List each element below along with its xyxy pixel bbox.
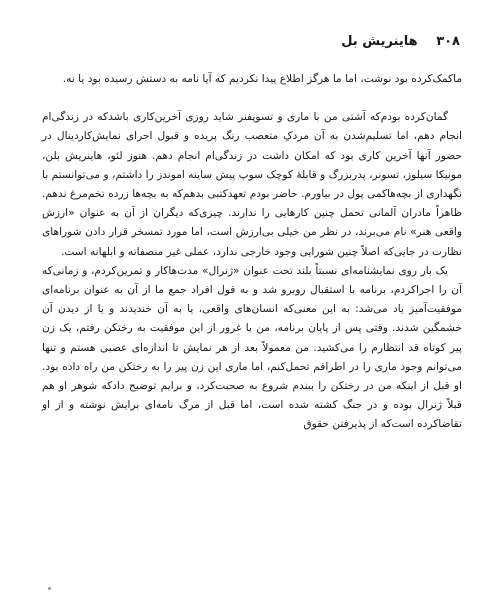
running-header bbox=[341, 34, 460, 49]
page-speck bbox=[48, 587, 51, 590]
body-text bbox=[42, 70, 462, 435]
paragraph: یک بار روی نمایشنامه‌ای نسبتاً بلند تحت عنوان «ژنرال» مدت‌ها‌کار و تمرین‌کردم، و زمانی‌که آن را اجراکردم، برنامه با استقبال روبرو شد و به قول افراد جمع ما از آن به عنوان برنامه‌ای موفقیت‌آمیز یاد می‌شد: به این معنی‌که انسان‌های واقعی، یا به آن خندیدند و یا از دیدن آن خشمگین شدند. وقتی پس از پایان برنامه، من با غرور از این موفقیت به رختکن رفتم، یک زن پیر کوتاه قد انتظارم را می‌کشید. من معمولاً بعد از هر نمایش تا اندازه‌ای عصبی هستم و تنها می‌توانم وجود ماری را در اطرافم تحمل‌کنم، اما ماری این زن پیر را به رختکن من راه داده بود. او قبل از اینکه من در رختکن را ببندم شروع به صحبت‌کرد، و برایم توضیح داد‌که شوهر او هم قبلاً ژنرال بوده و در جنگ کشته شده است، اما قبل از مرگ نامه‌ای برایش نوشته و از او تقاضاکرده است‌که از پذیرفتن حقوق bbox=[42, 264, 462, 431]
paragraph: گمان‌کرده بودم‌که آشتی من با ماری و تسوپفنر شاید روزی آخرین‌کاری باشدکه در زندگی‌ام انجام دهم، اما تسلیم‌شدن به آن مردکِ متعصب رنگ پریده و قبول اجرای نمایش‌کاردینال در حضور آنها آخرین کاری بود که امکان داشت در زندگی‌ام انجام دهم. هنوز لئو، هاینریش بلن، مونیکا سیلوز، تسونر، پدربزرگ و قابلهٔ کوچک سوپ پیش ساینه اموندز را داشتم، و می‌توانستم با نگهداری از بچه‌هاکمی پول در بیاورم. حاضر بودم تعهدکتبی بدهم‌که به بچه‌ها زرده تخم‌مرغ ندهم. ظاهراً مادران آلمانی تحمل چنین کارهایی را ندارند. چیزی‌که دیگران از آن به عنوان «ارزش واقعی هنر» نام می‌برند، در نظر من خیلی بی‌ارزش است، اما مورد تمسخر قرار دادن شوراهای نظارت در جایی‌که اصلاً چنین شورایی وجود خارجی ندارد، عملی غیر منصفانه و ابلهانه است. bbox=[42, 111, 462, 258]
paragraph-continued: ماکمک‌کرده بود نوشت، اما ما هرگز اطلاع پیدا نکردیم که آیا نامه به دستش رسیده بود یا نه. bbox=[62, 73, 462, 85]
book-title: هاینریش بل bbox=[341, 34, 418, 49]
page-number: ۳۰۸ bbox=[436, 34, 460, 49]
